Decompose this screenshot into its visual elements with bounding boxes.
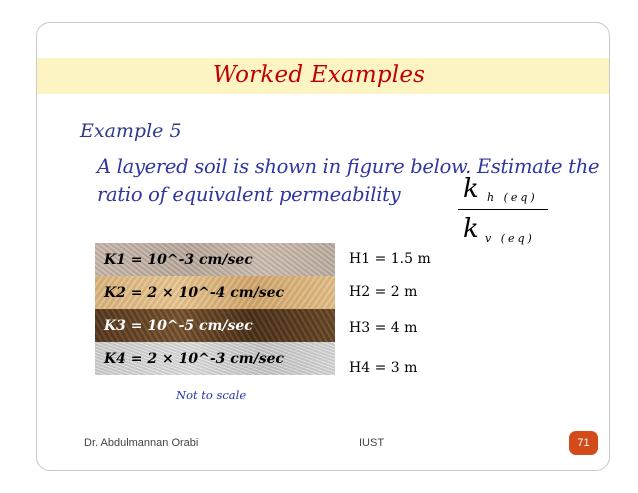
fraction-bar — [458, 209, 548, 210]
slide-title: Worked Examples — [212, 62, 426, 88]
page-number: 71 — [577, 437, 590, 449]
ratio-denominator-subscript: v (eq) — [485, 232, 535, 245]
footer-author: Dr. Abdulmannan Orabi — [84, 437, 199, 449]
soil-layer-1 — [95, 243, 335, 276]
page-number-badge — [569, 431, 598, 455]
layer-3-thickness: H3 = 4 m — [349, 320, 418, 336]
footer-institution: IUST — [359, 437, 385, 449]
layer-3-permeability: K3 = 10^-5 cm/sec — [104, 317, 253, 334]
soil-layer-4 — [95, 342, 335, 375]
layer-4-thickness: H4 = 3 m — [349, 360, 418, 376]
layer-1-thickness: H1 = 1.5 m — [349, 251, 431, 267]
soil-layer-2 — [95, 276, 335, 309]
not-to-scale-note: Not to scale — [176, 388, 247, 402]
ratio-numerator-symbol: k — [463, 174, 479, 204]
layer-4-permeability: K4 = 2 × 10^-3 cm/sec — [104, 350, 285, 367]
layer-2-permeability: K2 = 2 × 10^-4 cm/sec — [104, 284, 285, 301]
soil-layer-3 — [95, 309, 335, 342]
ratio-denominator-symbol: k — [463, 214, 479, 244]
layer-2-thickness: H2 = 2 m — [349, 284, 418, 300]
permeability-ratio — [455, 172, 555, 252]
layer-1-permeability: K1 = 10^-3 cm/sec — [104, 251, 253, 268]
example-label: Example 5 — [80, 120, 182, 142]
ratio-numerator-subscript: h (eq) — [487, 191, 538, 204]
problem-statement: A layered soil is shown in figure below. Estimate the ratio of equivalent permeability — [97, 155, 600, 206]
